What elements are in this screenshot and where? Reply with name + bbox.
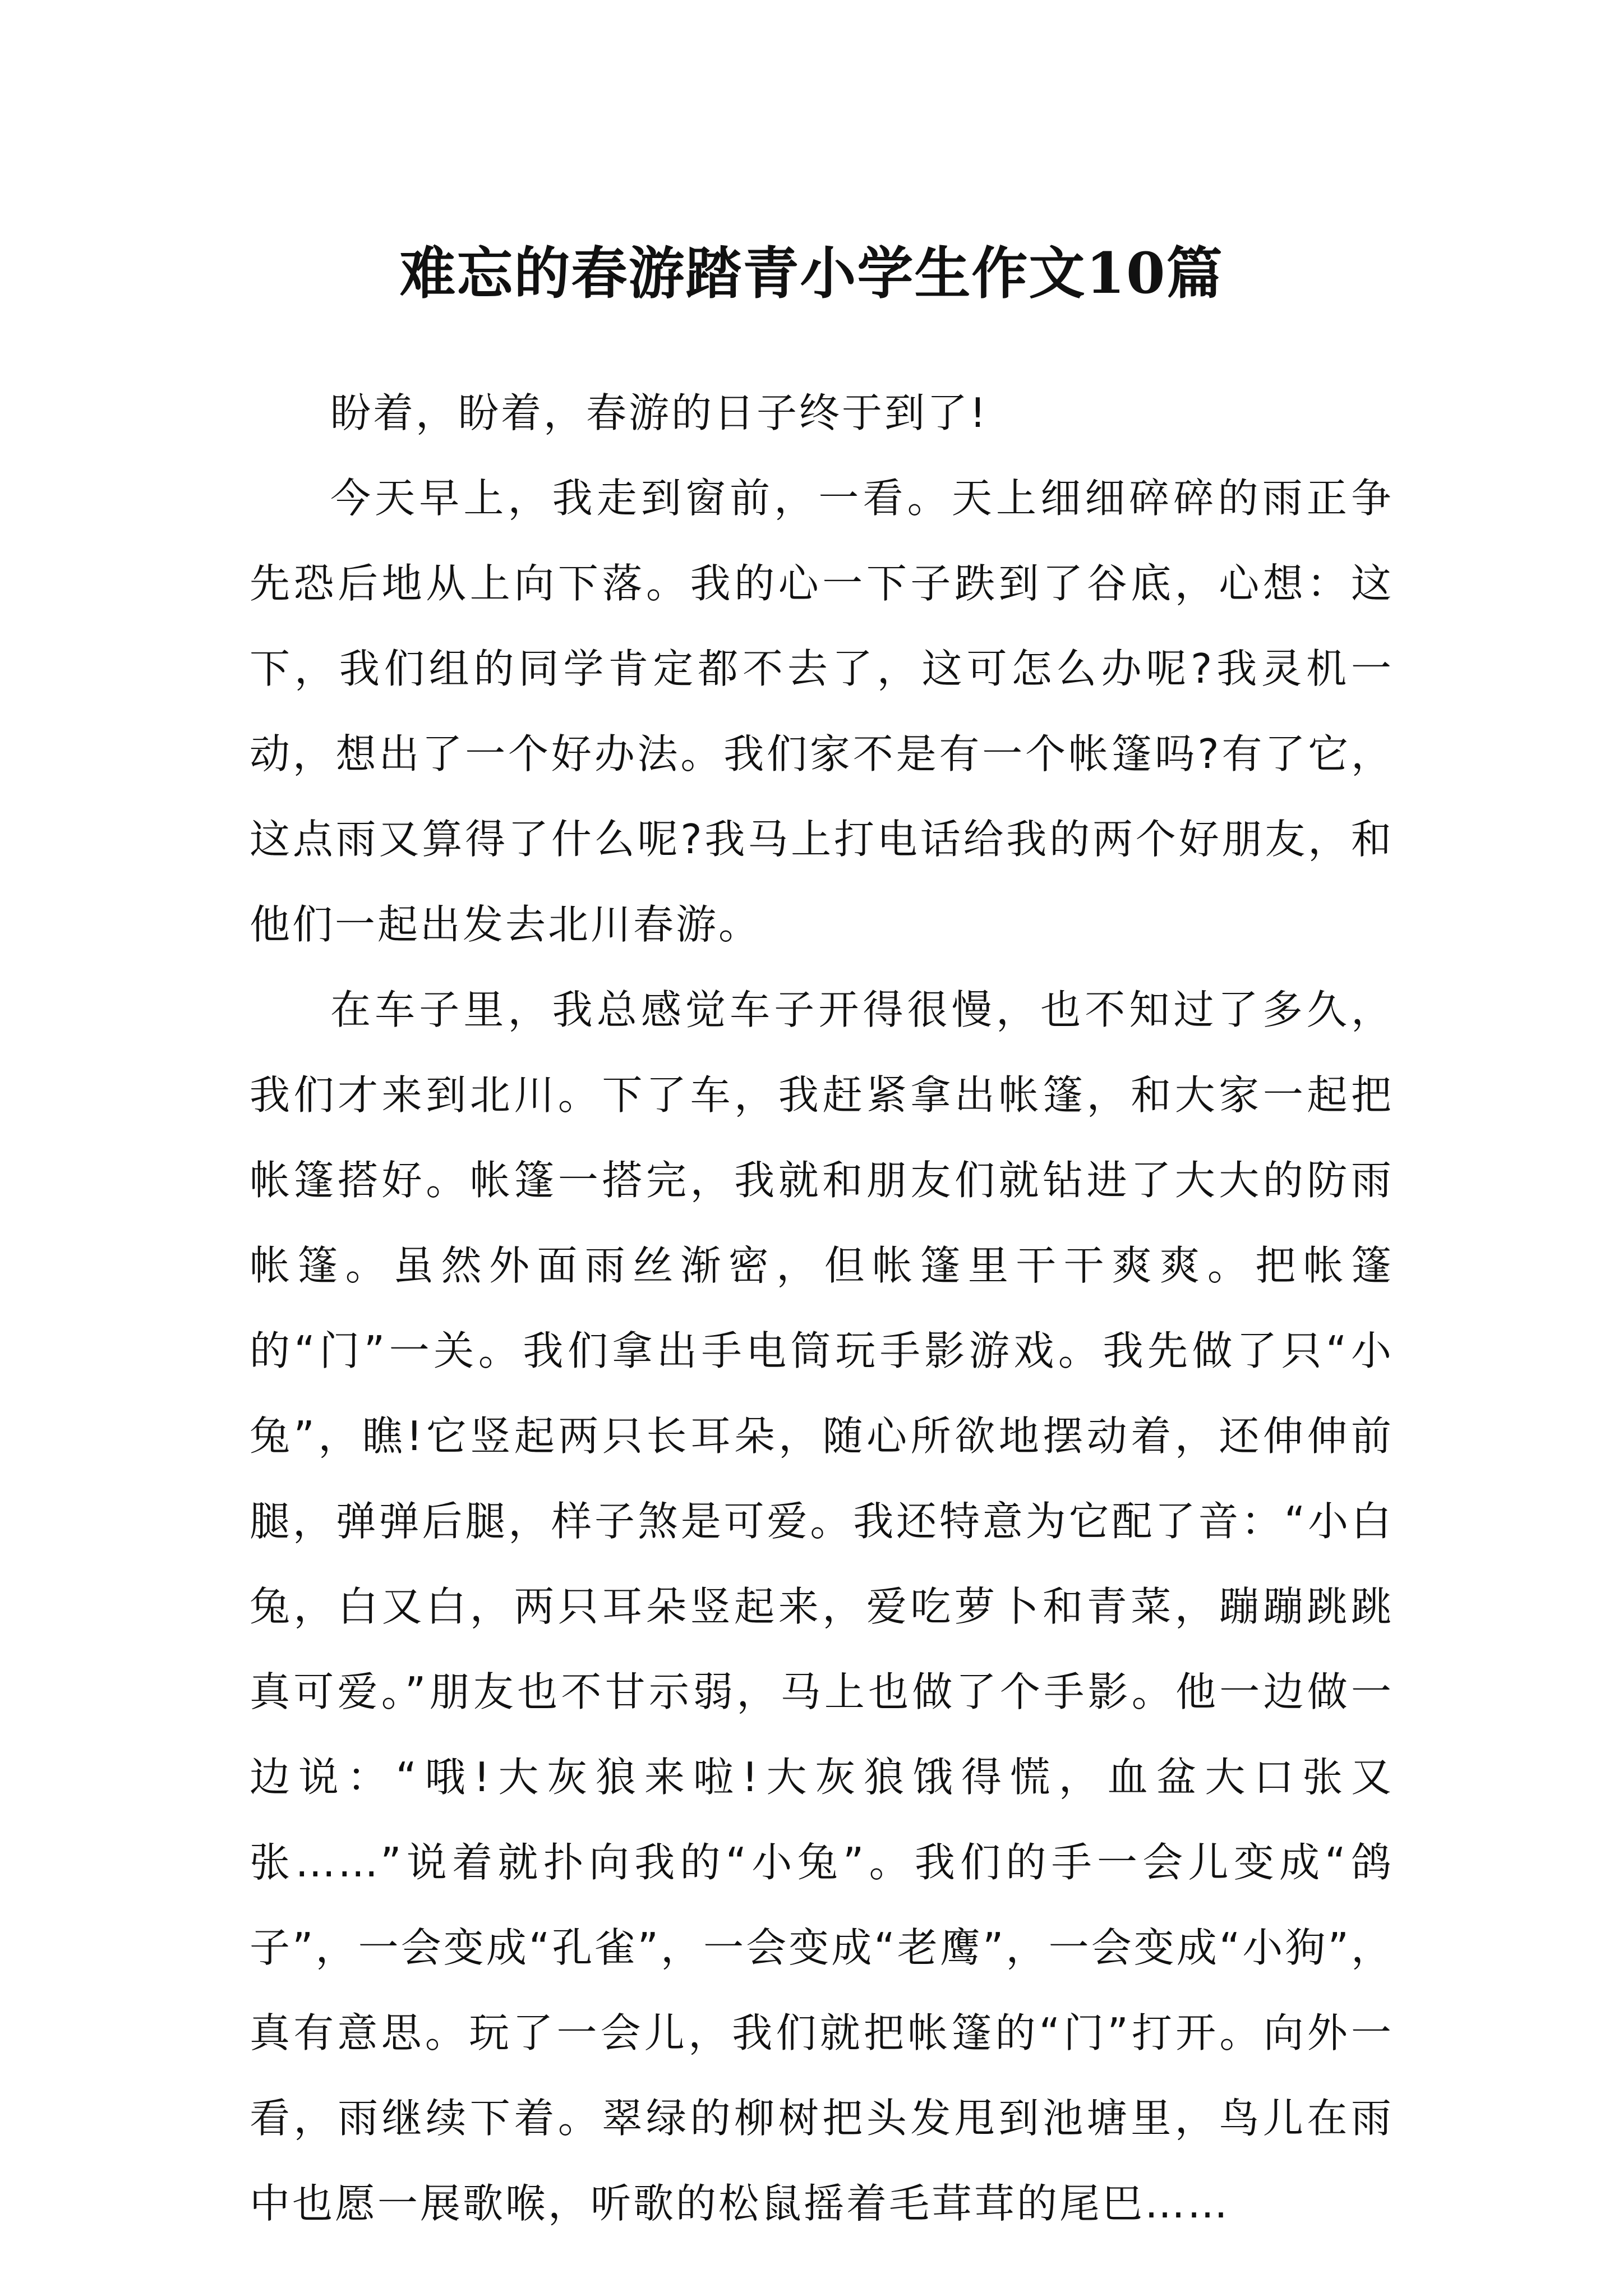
document-title: 难忘的春游踏青小学生作文10篇 [399, 240, 1224, 306]
paragraph: 今天早上，我走到窗前，一看。天上细细碎碎的雨正争先恐后地从上向下落。我的心一下子跌到了谷底，心想：这下，我们组的同学肯定都不去了，这可怎么办呢?我灵机一动，想出了一个好办法。我们家不是有一个帐篷吗?有了它，这点雨又算得了什么呢?我马上打电话给我的两个好朋友，和他们一起出发去北川春游。 [250, 475, 1394, 948]
paragraph: 在车子里，我总感觉车子开得很慢，也不知过了多久，我们才来到北川。下了车，我赶紧拿出帐篷，和大家一起把帐篷搭好。帐篷一搭完，我就和朋友们就钻进了大大的防雨帐篷。虽然外面雨丝渐密，但帐篷里干干爽爽。把帐篷的“门”一关。我们拿出手电筒玩手影游戏。我先做了只“小兔”，瞧!它竖起两只长耳朵，随心所欲地摆动着，还伸伸前腿，弹弹后腿，样子煞是可爱。我还特意为它配了音：“小白兔，白又白，两只耳朵竖起来，爱吃萝卜和青菜，蹦蹦跳跳真可爱。”朋友也不甘示弱，马上也做了个手影。他一边做一边说：“哦!大灰狼来啦!大灰狼饿得慌，血盆大口张又张……”说着就扑向我的“小兔”。我们的手一会儿变成“鸽子”，一会变成“孔雀”，一会变成“老鹰”，一会变成“小狗”，真有意思。玩了一会儿，我们就把帐篷的“门”打开。向外一看，雨继续下着。翠绿的柳树把头发甩到池塘里，鸟儿在雨中也愿一展歌喉，听歌的松鼠摇着毛茸茸的尾巴…… [250, 986, 1394, 2227]
document-body [250, 370, 1394, 2246]
paragraph: 盼着，盼着，春游的日子终于到了! [330, 389, 988, 436]
